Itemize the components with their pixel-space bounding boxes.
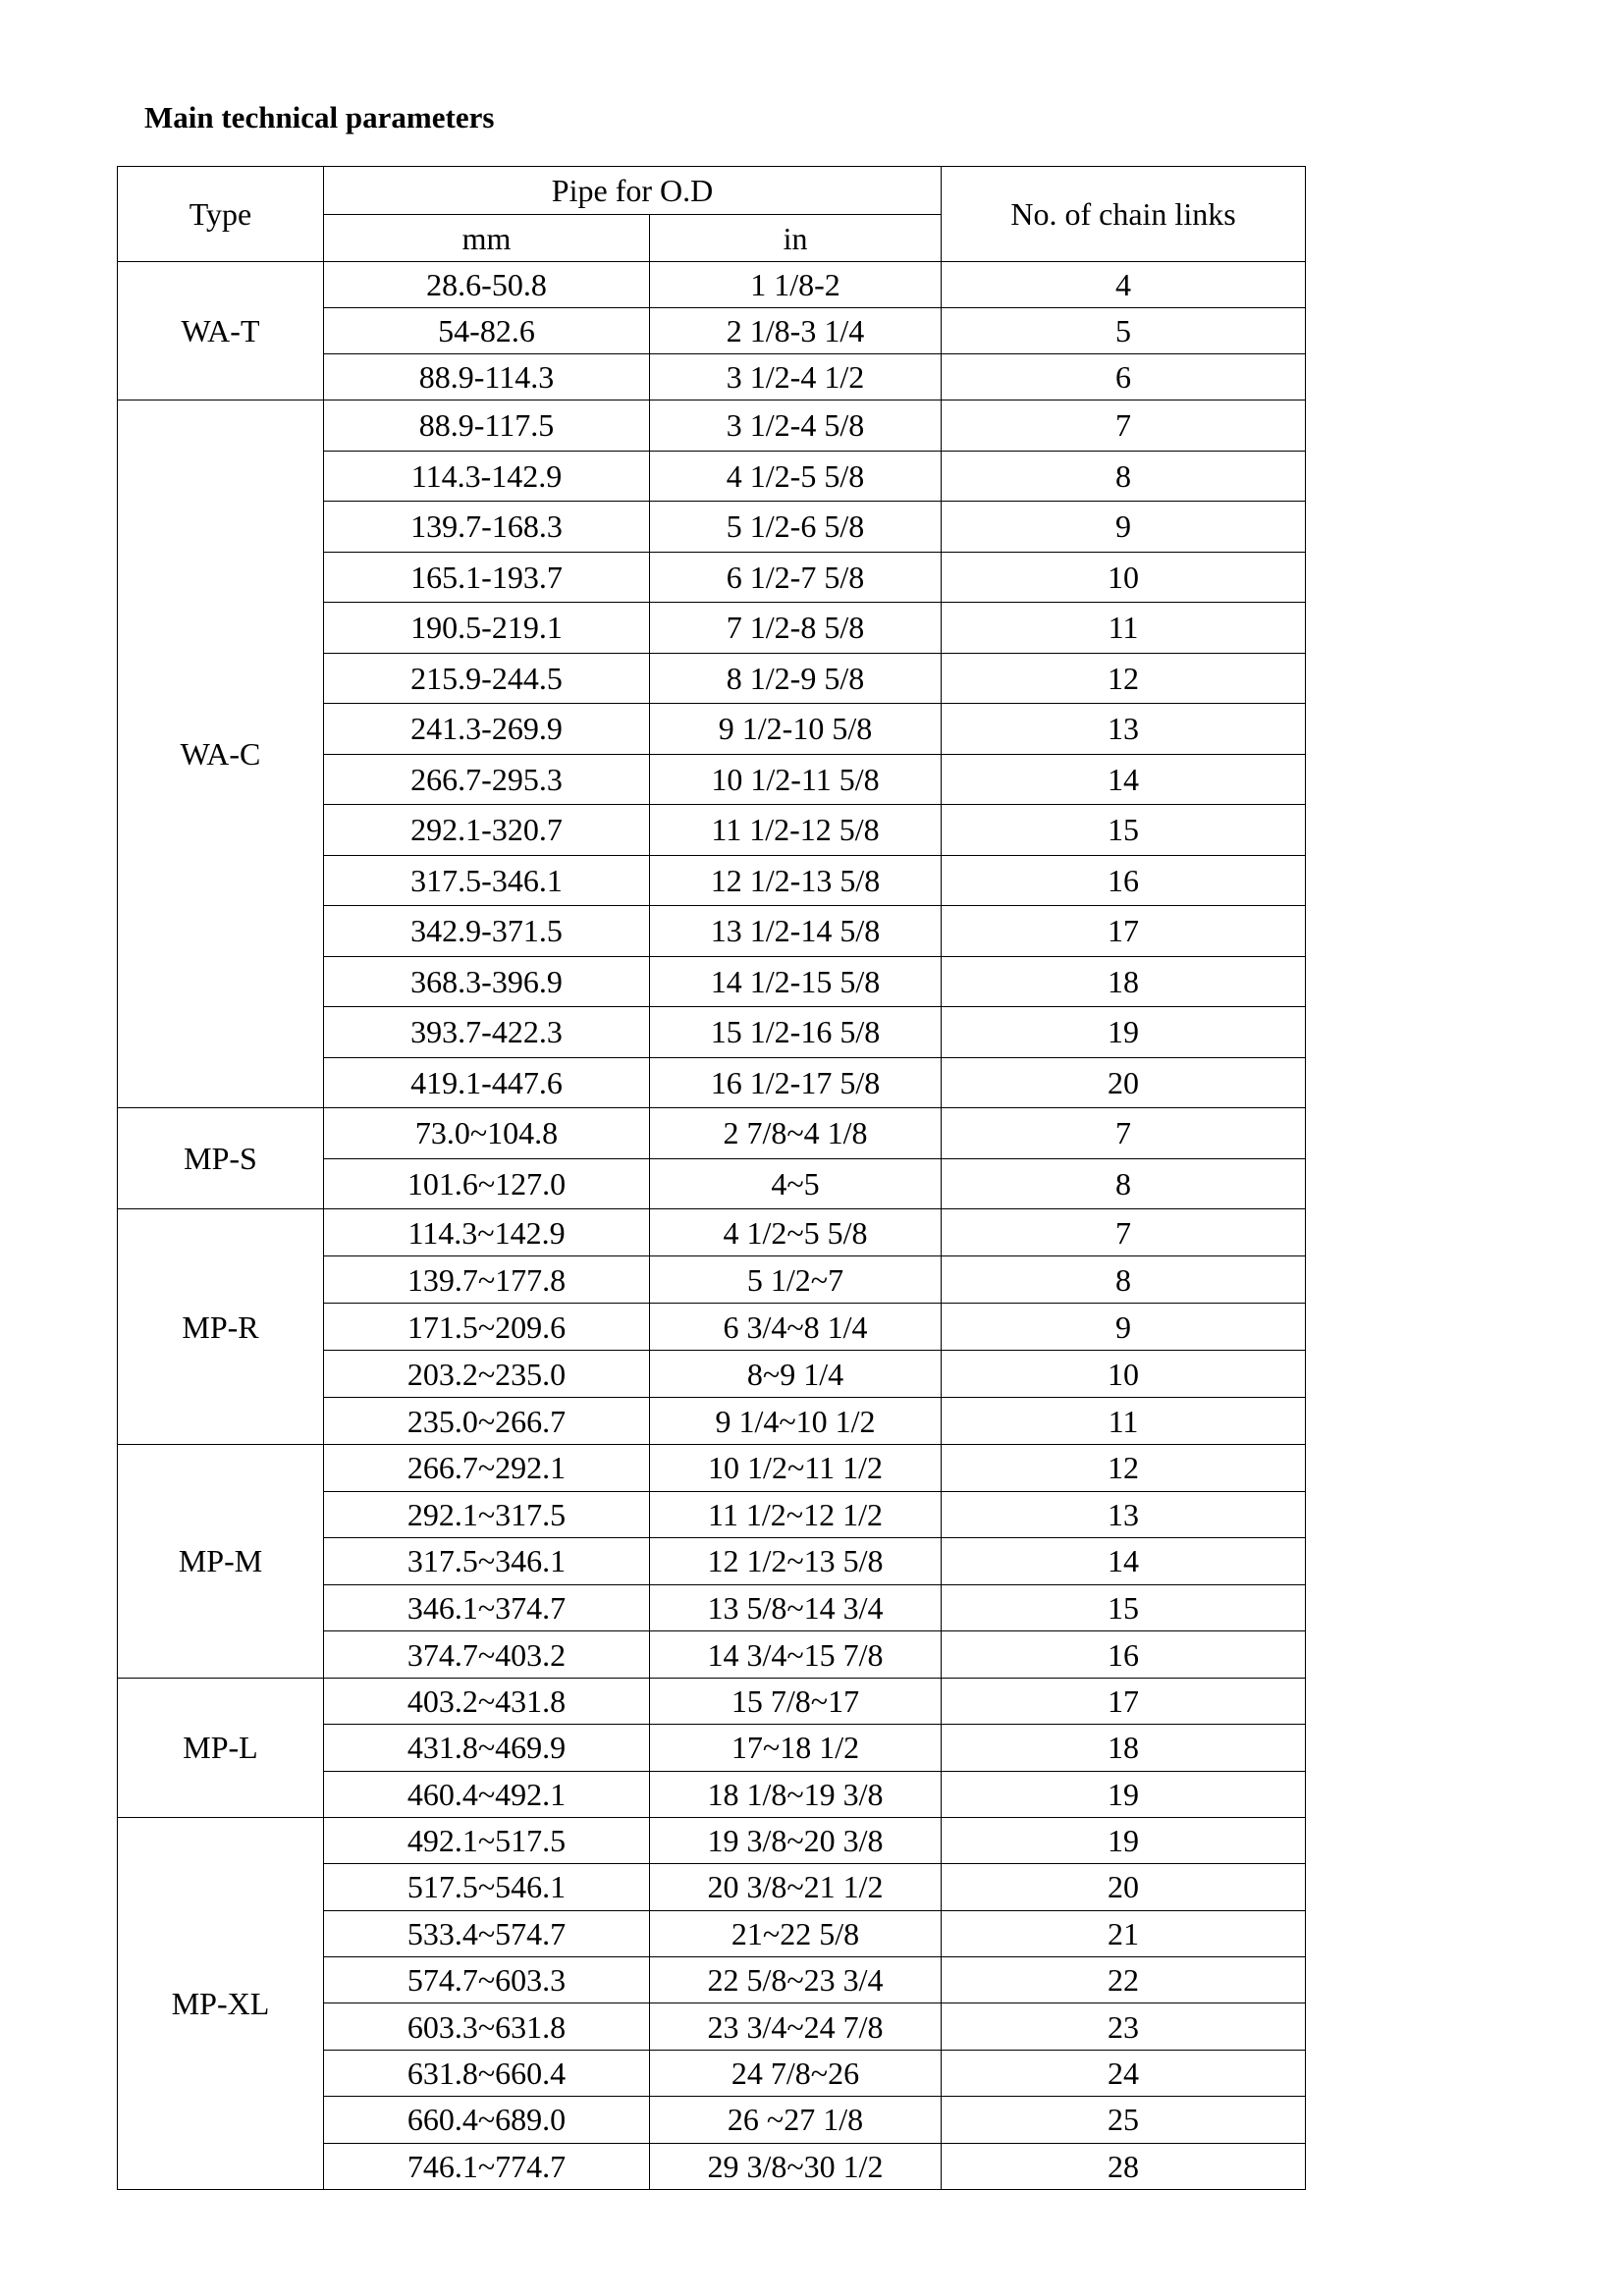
table-row [118, 1108, 1306, 1159]
chain-links-cell: 11 [942, 603, 1306, 654]
in-cell: 10 1/2-11 5/8 [650, 754, 942, 805]
mm-cell: 368.3-396.9 [324, 956, 650, 1007]
mm-cell: 631.8~660.4 [324, 2050, 650, 2096]
in-cell: 4 1/2-5 5/8 [650, 451, 942, 502]
parameters-table [117, 166, 1306, 2190]
chain-links-cell: 28 [942, 2143, 1306, 2189]
chain-links-cell: 18 [942, 1725, 1306, 1771]
in-cell: 8 1/2-9 5/8 [650, 653, 942, 704]
in-cell: 5 1/2-6 5/8 [650, 502, 942, 553]
mm-cell: 574.7~603.3 [324, 1957, 650, 2003]
chain-links-cell: 19 [942, 1771, 1306, 1817]
table-row [118, 1817, 1306, 1863]
chain-links-cell: 12 [942, 653, 1306, 704]
chain-links-cell: 5 [942, 308, 1306, 354]
chain-links-cell: 12 [942, 1445, 1306, 1492]
in-cell: 24 7/8~26 [650, 2050, 942, 2096]
in-cell: 9 1/2-10 5/8 [650, 704, 942, 755]
chain-links-cell: 4 [942, 262, 1306, 308]
in-cell: 1 1/8-2 [650, 262, 942, 308]
chain-links-cell: 19 [942, 1007, 1306, 1058]
in-cell: 20 3/8~21 1/2 [650, 1864, 942, 1910]
table-row [118, 1678, 1306, 1724]
mm-cell: 139.7-168.3 [324, 502, 650, 553]
in-cell: 3 1/2-4 5/8 [650, 400, 942, 452]
in-cell: 11 1/2~12 1/2 [650, 1491, 942, 1538]
header-type: Type [118, 167, 324, 262]
mm-cell: 101.6~127.0 [324, 1158, 650, 1209]
chain-links-cell: 7 [942, 400, 1306, 452]
mm-cell: 203.2~235.0 [324, 1351, 650, 1398]
in-cell: 13 5/8~14 3/4 [650, 1584, 942, 1631]
mm-cell: 746.1~774.7 [324, 2143, 650, 2189]
in-cell: 7 1/2-8 5/8 [650, 603, 942, 654]
mm-cell: 317.5~346.1 [324, 1538, 650, 1585]
mm-cell: 403.2~431.8 [324, 1678, 650, 1724]
mm-cell: 73.0~104.8 [324, 1108, 650, 1159]
mm-cell: 88.9-114.3 [324, 354, 650, 400]
type-cell: WA-C [118, 400, 324, 1108]
chain-links-cell: 23 [942, 2003, 1306, 2050]
in-cell: 9 1/4~10 1/2 [650, 1398, 942, 1445]
type-cell: MP-M [118, 1445, 324, 1679]
chain-links-cell: 8 [942, 1158, 1306, 1209]
chain-links-cell: 10 [942, 1351, 1306, 1398]
in-cell: 4~5 [650, 1158, 942, 1209]
chain-links-cell: 18 [942, 956, 1306, 1007]
mm-cell: 54-82.6 [324, 308, 650, 354]
in-cell: 26 ~27 1/8 [650, 2097, 942, 2143]
chain-links-cell: 8 [942, 451, 1306, 502]
chain-links-cell: 13 [942, 1491, 1306, 1538]
mm-cell: 292.1~317.5 [324, 1491, 650, 1538]
mm-cell: 317.5-346.1 [324, 855, 650, 906]
chain-links-cell: 21 [942, 1910, 1306, 1956]
table-row [118, 262, 1306, 308]
mm-cell: 492.1~517.5 [324, 1817, 650, 1863]
mm-cell: 431.8~469.9 [324, 1725, 650, 1771]
in-cell: 11 1/2-12 5/8 [650, 805, 942, 856]
in-cell: 15 1/2-16 5/8 [650, 1007, 942, 1058]
mm-cell: 603.3~631.8 [324, 2003, 650, 2050]
in-cell: 18 1/8~19 3/8 [650, 1771, 942, 1817]
mm-cell: 342.9-371.5 [324, 906, 650, 957]
mm-cell: 165.1-193.7 [324, 552, 650, 603]
chain-links-cell: 16 [942, 1631, 1306, 1679]
mm-cell: 190.5-219.1 [324, 603, 650, 654]
mm-cell: 346.1~374.7 [324, 1584, 650, 1631]
mm-cell: 419.1-447.6 [324, 1057, 650, 1108]
in-cell: 14 1/2-15 5/8 [650, 956, 942, 1007]
in-cell: 4 1/2~5 5/8 [650, 1209, 942, 1256]
in-cell: 19 3/8~20 3/8 [650, 1817, 942, 1863]
type-cell: MP-XL [118, 1817, 324, 2189]
in-cell: 2 7/8~4 1/8 [650, 1108, 942, 1159]
in-cell: 5 1/2~7 [650, 1256, 942, 1304]
chain-links-cell: 8 [942, 1256, 1306, 1304]
mm-cell: 393.7-422.3 [324, 1007, 650, 1058]
chain-links-cell: 24 [942, 2050, 1306, 2096]
header-in: in [650, 215, 942, 262]
type-cell: MP-S [118, 1108, 324, 1209]
chain-links-cell: 20 [942, 1864, 1306, 1910]
chain-links-cell: 9 [942, 1304, 1306, 1351]
mm-cell: 266.7-295.3 [324, 754, 650, 805]
mm-cell: 266.7~292.1 [324, 1445, 650, 1492]
chain-links-cell: 15 [942, 1584, 1306, 1631]
mm-cell: 114.3-142.9 [324, 451, 650, 502]
in-cell: 12 1/2~13 5/8 [650, 1538, 942, 1585]
in-cell: 13 1/2-14 5/8 [650, 906, 942, 957]
chain-links-cell: 17 [942, 1678, 1306, 1724]
in-cell: 12 1/2-13 5/8 [650, 855, 942, 906]
chain-links-cell: 16 [942, 855, 1306, 906]
mm-cell: 28.6-50.8 [324, 262, 650, 308]
mm-cell: 215.9-244.5 [324, 653, 650, 704]
chain-links-cell: 10 [942, 552, 1306, 603]
in-cell: 21~22 5/8 [650, 1910, 942, 1956]
header-mm: mm [324, 215, 650, 262]
type-cell: MP-R [118, 1209, 324, 1445]
in-cell: 14 3/4~15 7/8 [650, 1631, 942, 1679]
mm-cell: 139.7~177.8 [324, 1256, 650, 1304]
in-cell: 15 7/8~17 [650, 1678, 942, 1724]
type-cell: MP-L [118, 1678, 324, 1817]
mm-cell: 374.7~403.2 [324, 1631, 650, 1679]
in-cell: 17~18 1/2 [650, 1725, 942, 1771]
chain-links-cell: 20 [942, 1057, 1306, 1108]
mm-cell: 533.4~574.7 [324, 1910, 650, 1956]
chain-links-cell: 9 [942, 502, 1306, 553]
mm-cell: 292.1-320.7 [324, 805, 650, 856]
in-cell: 6 3/4~8 1/4 [650, 1304, 942, 1351]
mm-cell: 171.5~209.6 [324, 1304, 650, 1351]
type-cell: WA-T [118, 262, 324, 400]
in-cell: 16 1/2-17 5/8 [650, 1057, 942, 1108]
table-row [118, 1209, 1306, 1256]
mm-cell: 235.0~266.7 [324, 1398, 650, 1445]
chain-links-cell: 13 [942, 704, 1306, 755]
in-cell: 8~9 1/4 [650, 1351, 942, 1398]
header-row [118, 167, 1306, 215]
mm-cell: 241.3-269.9 [324, 704, 650, 755]
chain-links-cell: 19 [942, 1817, 1306, 1863]
chain-links-cell: 25 [942, 2097, 1306, 2143]
chain-links-cell: 22 [942, 1957, 1306, 2003]
in-cell: 3 1/2-4 1/2 [650, 354, 942, 400]
mm-cell: 88.9-117.5 [324, 400, 650, 452]
mm-cell: 517.5~546.1 [324, 1864, 650, 1910]
table-row [118, 1445, 1306, 1492]
table-row [118, 400, 1306, 452]
header-pipe-od: Pipe for O.D [324, 167, 942, 215]
header-chain-links: No. of chain links [942, 167, 1306, 262]
in-cell: 23 3/4~24 7/8 [650, 2003, 942, 2050]
in-cell: 10 1/2~11 1/2 [650, 1445, 942, 1492]
chain-links-cell: 6 [942, 354, 1306, 400]
chain-links-cell: 15 [942, 805, 1306, 856]
chain-links-cell: 7 [942, 1108, 1306, 1159]
parameters-table-body [118, 167, 1306, 2190]
chain-links-cell: 7 [942, 1209, 1306, 1256]
chain-links-cell: 14 [942, 754, 1306, 805]
page-title: Main technical parameters [144, 100, 495, 134]
in-cell: 22 5/8~23 3/4 [650, 1957, 942, 2003]
in-cell: 29 3/8~30 1/2 [650, 2143, 942, 2189]
chain-links-cell: 14 [942, 1538, 1306, 1585]
mm-cell: 114.3~142.9 [324, 1209, 650, 1256]
mm-cell: 660.4~689.0 [324, 2097, 650, 2143]
chain-links-cell: 11 [942, 1398, 1306, 1445]
in-cell: 2 1/8-3 1/4 [650, 308, 942, 354]
mm-cell: 460.4~492.1 [324, 1771, 650, 1817]
chain-links-cell: 17 [942, 906, 1306, 957]
in-cell: 6 1/2-7 5/8 [650, 552, 942, 603]
